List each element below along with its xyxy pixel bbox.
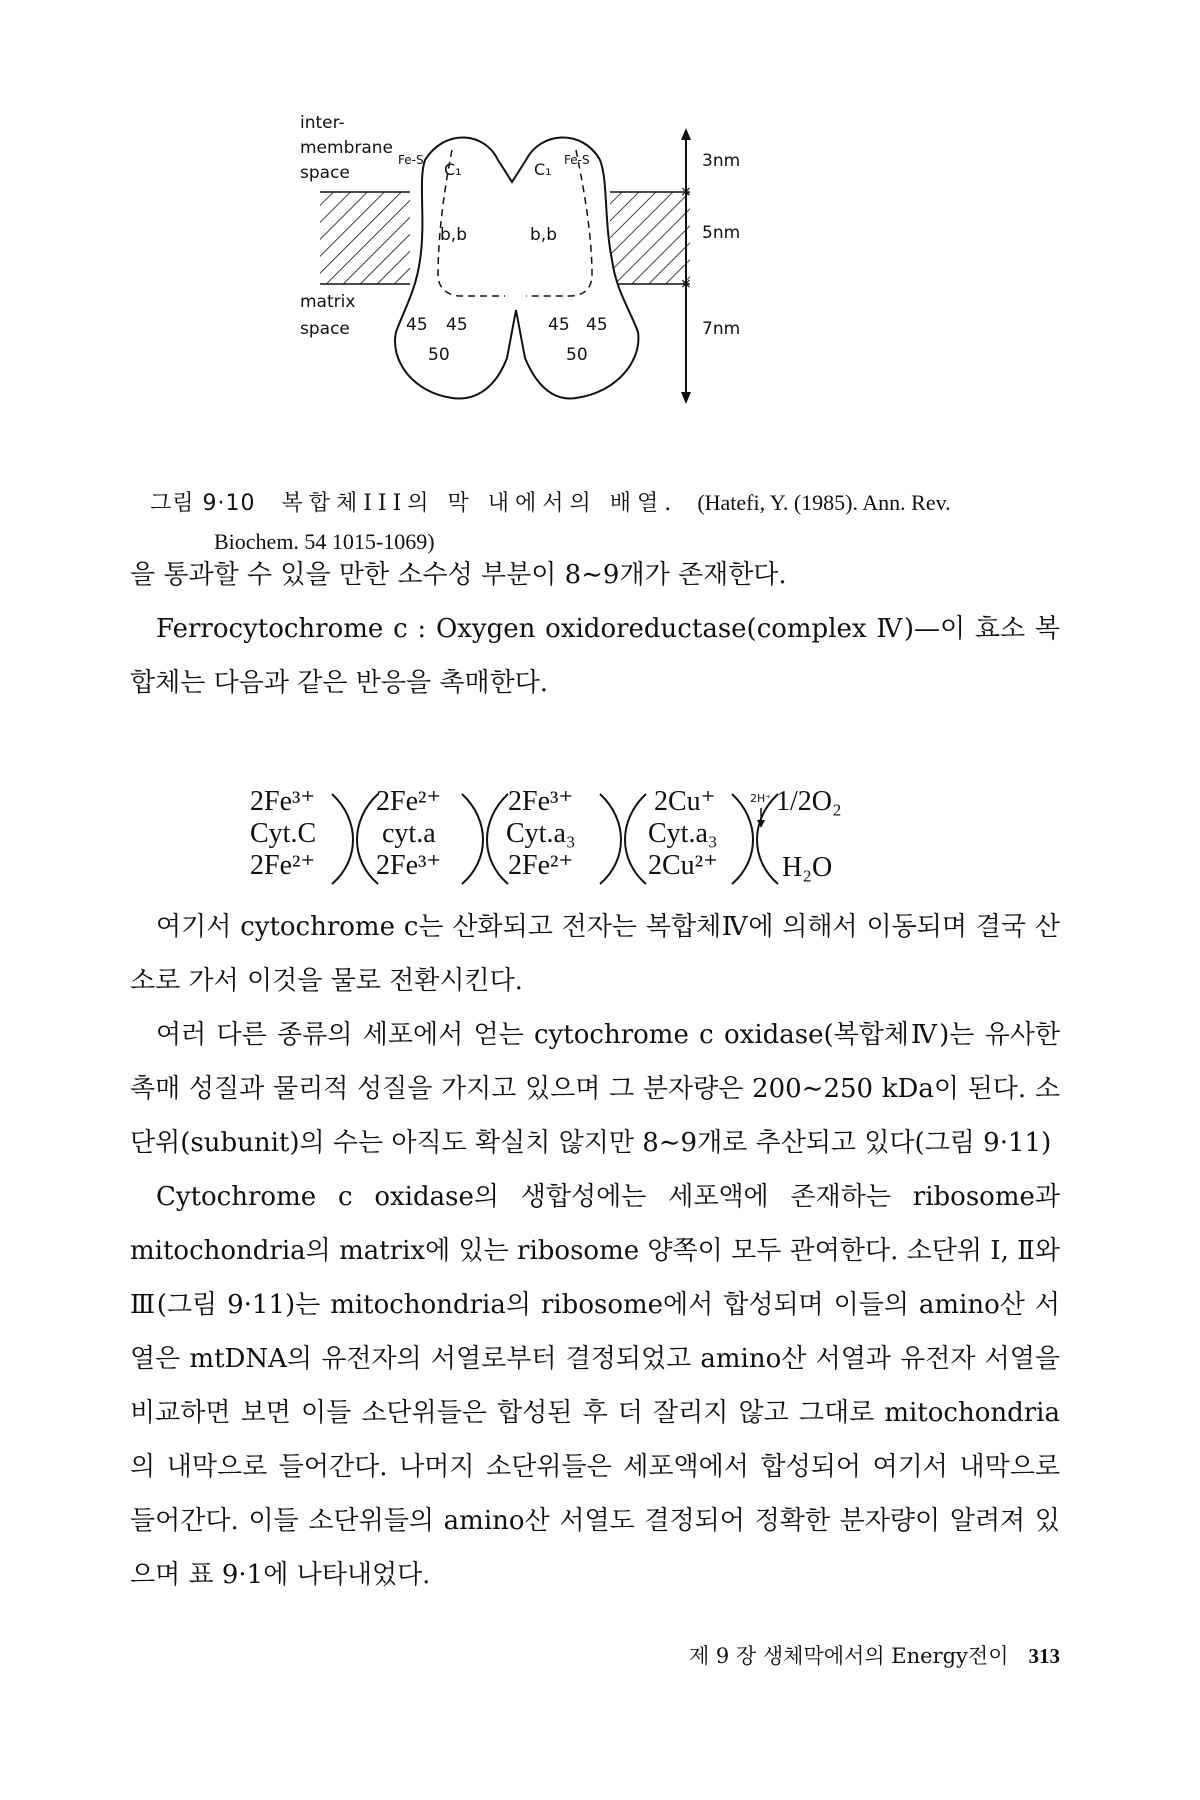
rx-col4-mid: Cyt.a₃ xyxy=(648,818,718,849)
page-number: 313 xyxy=(1028,1644,1060,1668)
dimension-tick-1: ⨯ xyxy=(680,184,692,200)
rx-col1-top: 2Fe³⁺ xyxy=(250,786,316,817)
intro-paragraph: Ferrocytochrome c : Oxygen oxidoreductase(complex Ⅳ)—이 효소 복합체는 다음과 같은 반응을 촉매한다. xyxy=(130,614,1060,698)
rx-col3-bot: 2Fe²⁺ xyxy=(508,850,574,881)
rx-col1-mid: Cyt.C xyxy=(250,818,317,849)
rx-arc-4a xyxy=(732,794,753,884)
label-45-c: 45 xyxy=(548,315,570,335)
rx-arc-3b xyxy=(625,794,646,884)
caption-source-1: (Hatefi, Y. (1985). Ann. Rev. xyxy=(697,490,951,515)
label-fes-right: Fe-S xyxy=(564,153,590,167)
rx-col2-bot: 2Fe³⁺ xyxy=(376,850,442,881)
dimension-tick-2: ⨯ xyxy=(680,276,692,292)
label-matrix-2: space xyxy=(300,319,350,339)
label-bb-left: b,b xyxy=(440,225,467,245)
membrane-left-hatch xyxy=(320,192,410,284)
rx-col3-top: 2Fe³⁺ xyxy=(508,786,574,817)
caption-line-1 xyxy=(150,484,1050,523)
rx-col4-top: 2Cu⁺ xyxy=(654,786,716,817)
caption-title: 복합체III의 막 내에서의 배열. xyxy=(281,491,678,516)
caption-number: 그림 9·10 xyxy=(150,491,256,516)
label-c1-right: C₁ xyxy=(534,160,552,179)
paragraph-2: 여러 다른 종류의 세포에서 얻는 cytochrome c oxidase(복합체Ⅳ)는 유사한 촉매 성질과 물리적 성질을 가지고 있으며 그 분자량은 200∼250 kDa이 된다. 소단위(subunit)의 수는 아직도 확실치 않지만 8∼9개로 추산되고 있다(그림 9·11) xyxy=(130,1020,1060,1158)
rx-col5-bot: H₂O xyxy=(782,852,833,883)
label-45-a: 45 xyxy=(406,315,428,335)
paragraph-1: 여기서 cytochrome c는 산화되고 전자는 복합체Ⅳ에 의해서 이동되며 결국 산소로 가서 이것을 물로 전환시킨다. xyxy=(130,912,1060,996)
label-45-d: 45 xyxy=(586,315,608,335)
rx-arc-1b xyxy=(357,794,378,884)
label-bb-right: b,b xyxy=(530,225,557,245)
rx-col5-top: 1/2O₂ xyxy=(776,786,842,817)
rx-arc-1a xyxy=(332,794,353,884)
label-45-b: 45 xyxy=(446,315,468,335)
main-text xyxy=(130,900,1060,1602)
label-c1-left: C₁ xyxy=(444,160,462,179)
label-50-right: 50 xyxy=(566,345,588,365)
label-3nm: 3nm xyxy=(702,151,741,171)
complex-iii-membrane-svg xyxy=(300,113,880,470)
label-matrix-1: matrix xyxy=(300,292,356,312)
footer-chapter: 제 9 장 생체막에서의 Energy전이 xyxy=(688,1644,1009,1668)
rx-arc-2a xyxy=(462,794,483,884)
membrane-right-hatch xyxy=(610,192,690,284)
page-footer xyxy=(600,1640,1060,1670)
label-intermembrane-2: membrane xyxy=(300,138,394,158)
label-5nm: 5nm xyxy=(702,223,741,243)
electron-transfer-scheme xyxy=(250,780,930,900)
intro-text xyxy=(130,548,1060,710)
rx-arc-3a xyxy=(600,794,621,884)
rx-col2-top: 2Fe²⁺ xyxy=(376,786,442,817)
label-50-left: 50 xyxy=(428,345,450,365)
rx-col2-mid: cyt.a xyxy=(382,818,436,849)
rx-col1-bot: 2Fe²⁺ xyxy=(250,850,316,881)
intro-line-1: 을 통과할 수 있을 만한 소수성 부분이 8∼9개가 존재한다. xyxy=(130,560,787,590)
label-intermembrane-3: space xyxy=(300,163,350,183)
rx-col3-mid: Cyt.a₃ xyxy=(506,818,576,849)
rx-arc-2b xyxy=(487,794,508,884)
label-fes-left: Fe-S xyxy=(398,153,424,167)
dimension-arrow-bottom xyxy=(681,392,691,404)
paragraph-3: Cytochrome c oxidase의 생합성에는 세포액에 존재하는 ribosome과 mitochondria의 matrix에 있는 ribosome 양쪽이 모두 관여한다. 소단위 Ⅰ, Ⅱ와 Ⅲ(그림 9·11)는 mitochondria의 ribosome에서 합성되며 이들의 amino산 서열은 mtDNA의 유전자의 서열로부터 결정되었고 amino산 서열과 유전자 서열을 비교하면 보면 이들 소단위들은 합성된 후 더 잘리지 않고 그대로 mitochondria의 내막으로 들어간다. 나머지 소단위들은 세포액에서 합성되어 여기서 내막으로 들어간다. 이들 소단위들의 amino산 서열도 결정되어 정확한 분자량이 알려져 있으며 표 9·1에 나타내었다. xyxy=(130,1182,1060,1590)
reaction-svg xyxy=(250,780,930,900)
caption-source-2: Biochem. 54 1015-1069) xyxy=(214,529,435,554)
label-7nm: 7nm xyxy=(702,319,741,339)
label-intermembrane-1: inter- xyxy=(300,113,345,133)
figure-complex-iii-diagram xyxy=(300,113,880,470)
rx-col4-bot: 2Cu²⁺ xyxy=(648,850,718,881)
rx-arc-4b xyxy=(757,794,778,884)
rx-proton-label: 2H⁺ xyxy=(750,792,772,805)
dimension-arrow-top xyxy=(681,128,691,140)
